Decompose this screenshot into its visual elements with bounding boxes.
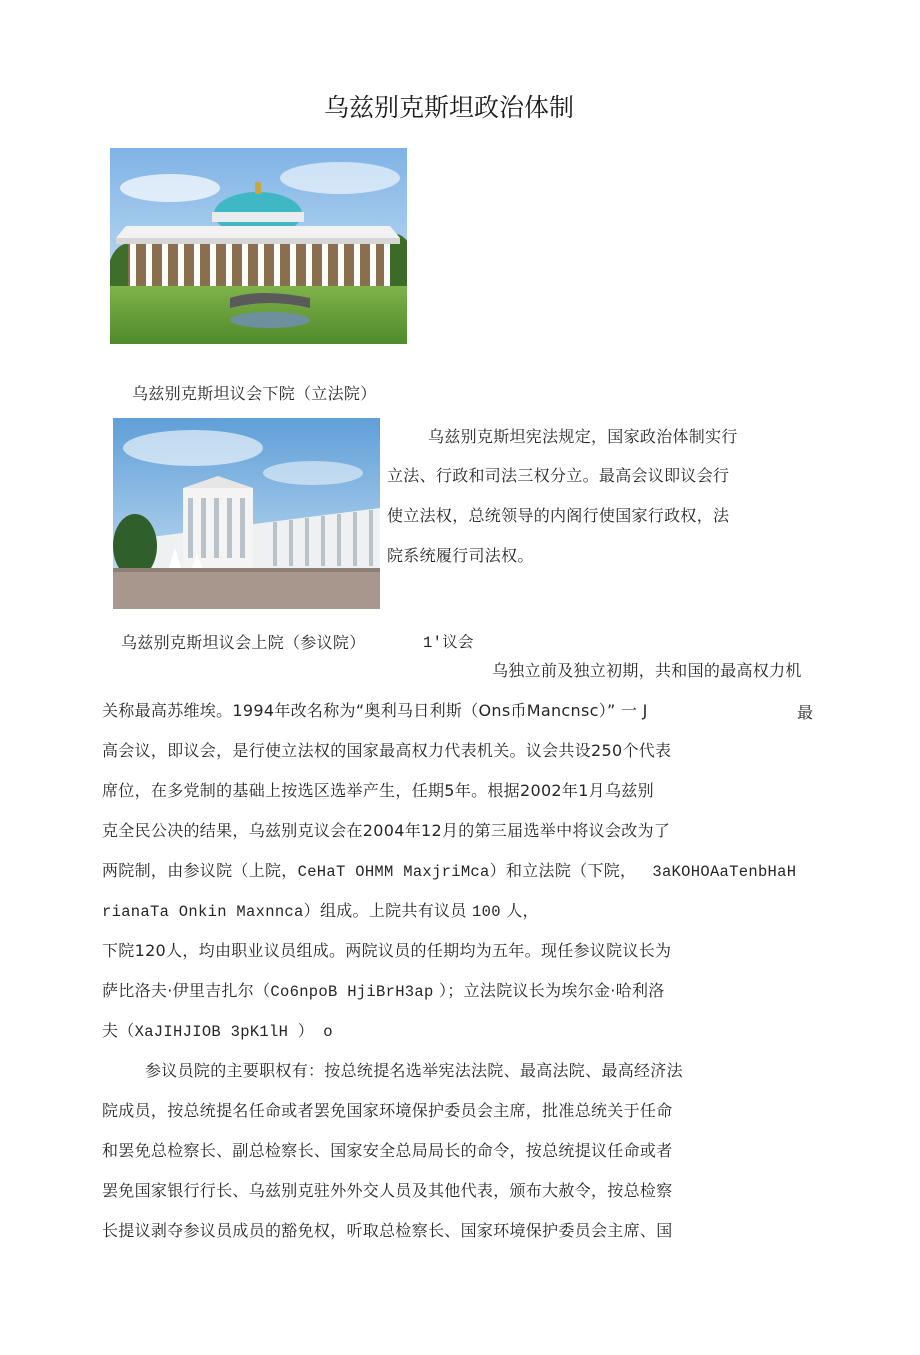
powers-line: 罢免国家银行行长、乌兹别克驻外外交人员及其他代表，颁布大赦令，按总检察 [102, 1181, 673, 1200]
powers-line: 参议员院的主要职权有：按总统提名选举宪法法院、最高法院、最高经济法 [145, 1061, 683, 1080]
cyrillic-term: 3aKOHOAaTenbHaH [652, 863, 797, 881]
powers-line: 和罢免总检察长、副总检察长、国家安全总局局长的命令，按总统提议任命或者 [102, 1141, 673, 1160]
cyrillic-term: XaJIHJIOB 3pK1lH ） o [134, 1023, 333, 1041]
body-line: 乌独立前及独立初期，共和国的最高权力机 [492, 661, 802, 680]
body-line: 最 [797, 703, 814, 722]
page-title: 乌兹别克斯坦政治体制 [324, 93, 575, 122]
cyrillic-term: CeHaT OHMM MaxjriMca [297, 863, 490, 881]
body-line [102, 978, 665, 1001]
body-line: 克全民公决的结果，乌兹别克议会在2004年12月的第三届选举中将议会改为了 [102, 821, 671, 840]
body-line: 高会议，即议会，是行使立法权的国家最高权力代表机关。议会共设250个代表 [102, 741, 672, 760]
body-line: 席位，在多党制的基础上按选区选举产生，任期5年。根据2002年1月乌兹别 [102, 781, 654, 800]
body-line [102, 1018, 333, 1041]
body-line: 关称最高苏维埃。1994年改名称为“奥利马日利斯（Ons币Mancnsc）” 一 J [102, 701, 648, 720]
intro-line: 立法、行政和司法三权分立。最高会议即议会行 [387, 466, 730, 485]
powers-line: 长提议剥夺参议员成员的豁免权，听取总检察长、国家环境保护委员会主席、国 [102, 1221, 673, 1240]
senate-photo [113, 418, 380, 609]
legislative-chamber-photo [110, 148, 407, 344]
body-text: 萨比洛夫·伊里吉扎尔（ [102, 981, 271, 1000]
figure-caption: 乌兹别克斯坦议会上院（参议院） [121, 633, 366, 652]
body-text: 两院制，由参议院（上院， [102, 861, 298, 880]
section-heading: 1'议会 [423, 634, 474, 652]
powers-line: 院成员，按总统提名任命或者罢免国家环境保护委员会主席，批准总统关于任命 [102, 1101, 673, 1120]
body-text: ）；立法院议长为埃尔金·哈利洛 [433, 981, 665, 1000]
intro-line: 院系统履行司法权。 [387, 546, 534, 565]
cyrillic-term: Co6npoB HjiBrH3ap [270, 983, 434, 1001]
body-text: 夫（ [102, 1021, 135, 1040]
body-text: 人， [500, 901, 539, 920]
cyrillic-term: rianaTa Onkin Maxnnca [102, 903, 304, 921]
body-text: ）和立法院（下院， [489, 861, 637, 880]
body-number: 100 [472, 903, 501, 921]
intro-line: 乌兹别克斯坦宪法规定，国家政治体制实行 [428, 427, 738, 446]
body-line [102, 858, 796, 881]
body-line [102, 898, 539, 921]
intro-line: 使立法权，总统领导的内阁行使国家行政权，法 [387, 506, 730, 525]
body-line: 下院120人，均由职业议员组成。两院议员的任期均为五年。现任参议院议长为 [102, 941, 672, 960]
figure-caption: 乌兹别克斯坦议会下院（立法院） [132, 384, 377, 403]
body-text: ）组成。上院共有议员 [303, 901, 473, 920]
